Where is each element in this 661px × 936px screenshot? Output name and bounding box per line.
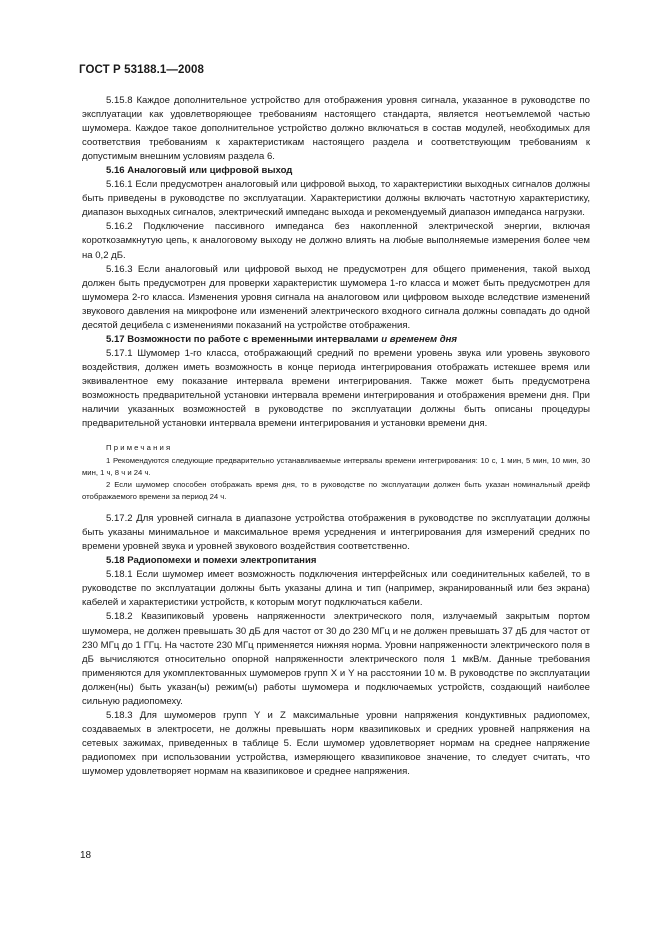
- document-header: ГОСТ Р 53188.1—2008: [79, 64, 204, 76]
- notes-title: Примечания: [106, 443, 173, 453]
- paragraph-5-15-8: 5.15.8 Каждое дополнительное устройство для отображения уровня сигнала, указанное в руководстве по эксплуатации как удовлетворяющее требованиям настоящего стандарта, является неотъемлемой частью шумомера. Каждое такое дополнительное устройство должно включаться в состав модулей, необходимых для соответствия требованиям к характеристикам настоящего раздела и соответствующим требованиям к допустимым внешним условиям раздела 6.: [82, 95, 590, 163]
- paragraph-5-18-1: 5.18.1 Если шумомер имеет возможность подключения интерфейсных или соединительных кабелей, то в руководстве по эксплуатации должны быть указаны длина и тип (например, экранированный или без экрана) кабелей и характеристики устройств, к которым могут подключаться кабели.: [82, 569, 590, 609]
- document-body: [82, 94, 590, 779]
- paragraph-5-16-1: 5.16.1 Если предусмотрен аналоговый или цифровой выход, то характеристики выходных сигналов должны быть приведены в руководстве по эксплуатации. Характеристики должны включать частотную характеристику, диапазон выходных сигналов, электрический импеданс выхода и рекомендуемый диапазон импеданса нагрузки.: [82, 179, 590, 219]
- paragraph-5-17-2: 5.17.2 Для уровней сигнала в диапазоне устройства отображения в руководстве по эксплуатации должны быть указаны минимальное и максимальное время усреднения и интегрирования для измерений средних по времени уровней звука и уровней звукового воздействия соответственно.: [82, 513, 590, 553]
- paragraph-5-16-2: 5.16.2 Подключение пассивного импеданса без накопленной электрической энергии, включая короткозамкнутую цепь, к аналоговому выходу не должно влиять на любые выполняемые измерения более чем на 0,2 дБ.: [82, 221, 590, 261]
- heading-5-17: [82, 333, 590, 347]
- paragraph-5-18-2: 5.18.2 Квазипиковый уровень напряженности электрического поля, излучаемый закрытым портом шумомера, не должен превышать 30 дБ для частот от 30 до 230 МГц и не должен превышать 37 дБ для частот от 230 МГц до 1 ГГц. На частоте 230 МГц применяется нижняя норма. Уровни напряженности электрического поля в дБ вычисляются относительно опорной напряженности электрического поля 1 мкВ/м. Данные требования применяются для укомплектованных шумомеров групп X и Y на расстоянии 10 м. В руководстве по эксплуатации должен(ны) быть указан(ы) режим(ы) работы шумомера и подключаемых устройств, создающий наиболее сильную радиопомеху.: [82, 611, 590, 707]
- heading-5-16: 5.16 Аналоговый или цифровой выход: [106, 165, 293, 177]
- paragraph-5-17-1: 5.17.1 Шумомер 1-го класса, отображающий средний по времени уровень звука или уровень звукового воздействия, должен иметь возможность в конце периода интегрирования отображать истекшее время или эквивалентное ему показание интервала времени интегрирования. Также может быть предусмотрена возможность предварительной установки интервала времени интегрирования и отображения времени дня. При наличии указанных возможностей в руководстве по эксплуатации должны быть описаны процедуры предварительной установки интервала времени интегрирования и установки времени дня.: [82, 347, 590, 430]
- heading-5-17-italic: и временем дня: [378, 333, 458, 345]
- heading-5-17-main: 5.17 Возможности по работе с временными интервалами: [106, 333, 379, 345]
- heading-5-18: 5.18 Радиопомехи и помехи электропитания: [106, 555, 317, 567]
- note-2: 2 Если шумомер способен отображать время дня, то в руководстве по эксплуатации должен быть указан номинальный дрейф отображаемого времени за период 24 ч.: [82, 480, 590, 502]
- note-1: 1 Рекомендуются следующие предварительно устанавливаемые интервалы времени интегрирования: 10 с, 1 мин, 5 мин, 10 мин, 30 мин, 1 ч, 8 ч и 24 ч.: [82, 456, 590, 478]
- paragraph-5-16-3: 5.16.3 Если аналоговый или цифровой выход не предусмотрен для общего применения, такой выход должен быть предусмотрен для проверки характеристик шумомера 1-го класса и может быть предусмотрен для шумомера 2-го класса. Изменения уровня сигнала на аналоговом или цифровом выходе вследствие изменений звукового давления на микрофоне или изменений электрического входного сигнала должны совпадать до одной десятой децибела с изменениями показаний на устройстве отображения.: [82, 263, 590, 331]
- paragraph-5-18-3: 5.18.3 Для шумомеров групп Y и Z максимальные уровни напряжения кондуктивных радиопомех, создаваемых в электросети, не должны превышать норм квазипиковых и средних уровней напряжения на сетевых зажимах, приведенных в таблице 5. Если шумомер удовлетворяет нормам на среднее напряжение радиопомех при использовании устройства, измеряющего квазипиковое значение, то следует считать, что шумомер удовлетворяет нормам на квазипиковое и среднее напряжения.: [82, 709, 590, 777]
- notes-block: [82, 442, 590, 503]
- page-number: 18: [80, 850, 92, 861]
